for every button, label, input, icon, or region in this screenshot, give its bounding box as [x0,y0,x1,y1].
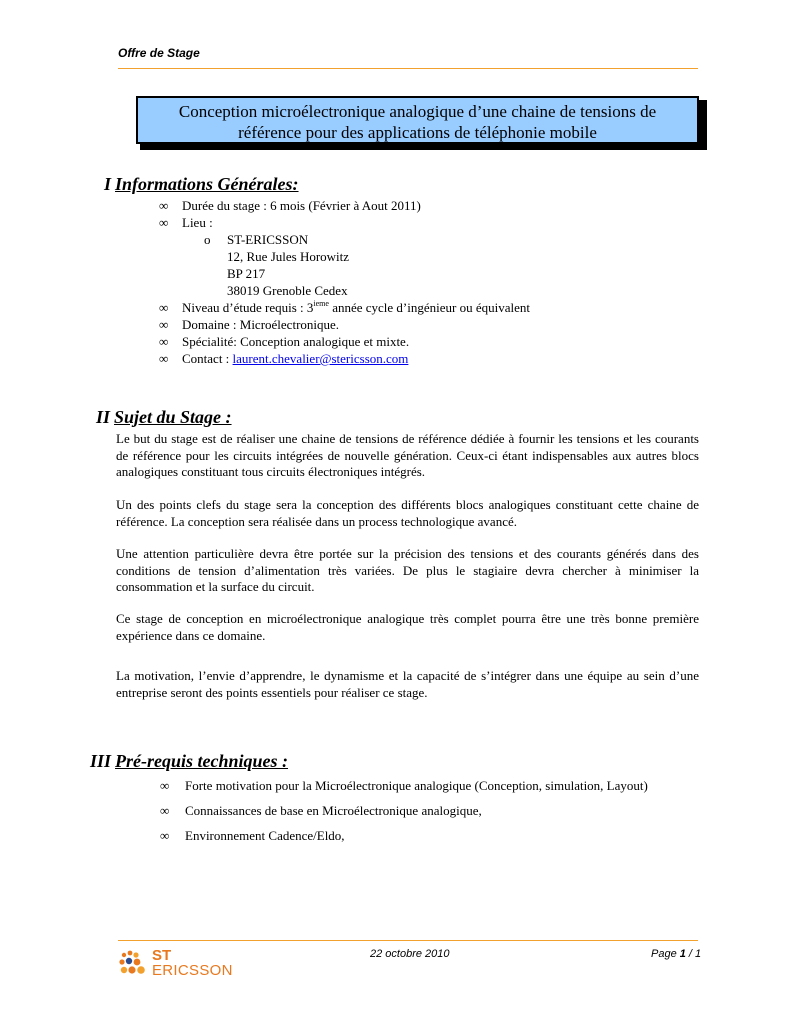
list-item-niveau [159,299,699,316]
niveau-superscript: ieme [313,299,329,308]
niveau-text-pre: Niveau d’étude requis : 3 [182,300,314,315]
bullet-infinity-icon: ∞ [159,351,169,366]
prerequisites-list [160,777,700,844]
section-3-heading [90,750,288,772]
footer-date: 22 octobre 2010 [370,948,450,960]
prereq-text: Connaissances de base en Microélectronique analogique, [185,803,482,818]
duree-text: Durée du stage : 6 mois (Février à Aout 2011) [182,198,421,213]
address-item [204,231,699,299]
page-separator: / [685,948,696,960]
address-line-street: 12, Rue Jules Horowitz [227,249,350,264]
section-2-title: Sujet du Stage : [114,407,232,427]
document-title-line-1: Conception microélectronique analogique d’une chaine de tensions de [178,102,657,121]
list-item-domaine [159,316,699,333]
bullet-infinity-icon: ∞ [159,198,169,213]
logo-st-text: ST [152,947,172,964]
address-line-bp: BP 217 [227,266,266,281]
specialite-text: Spécialité: Conception analogique et mixte. [182,334,410,349]
page-label: Page [651,948,680,960]
list-item-specialite [159,333,699,350]
section-1-title: Informations Générales: [115,174,299,194]
address-line-company: ST-ERICSSON [227,232,309,247]
bullet-infinity-icon: ∞ [159,334,169,349]
bullet-infinity-icon: ∞ [160,778,170,793]
bullet-infinity-icon: ∞ [159,215,169,230]
niveau-text-post: année cycle d’ingénieur ou équivalent [328,300,531,315]
general-info-list [159,197,699,367]
prereq-item [160,777,700,794]
prereq-text: Forte motivation pour la Microélectronique analogique (Conception, simulation, Layout) [185,778,648,793]
header-rule [118,68,698,69]
document-title-box [136,96,699,144]
prereq-item [160,802,700,819]
bullet-infinity-icon: ∞ [160,803,170,818]
footer-rule [118,940,698,941]
prereq-item [160,827,700,844]
header-title: Offre de Stage [118,46,200,60]
list-item-lieu [159,214,699,299]
contact-label: Contact : [182,351,233,366]
subject-paragraph-4: Ce stage de conception en microélectronique analogique très complet pourra être une très bonne première expérience dans ce domaine. [116,611,699,643]
list-item-duree [159,197,699,214]
section-3-number: III [90,751,112,771]
contact-email-link[interactable]: laurent.chevalier@stericsson.com [232,351,409,366]
bullet-infinity-icon: ∞ [159,317,169,332]
section-2-heading [96,406,232,428]
sub-bullet-circle-icon: o [204,232,211,247]
section-1-number: I [104,174,112,194]
section-2-number: II [96,407,111,427]
bullet-infinity-icon: ∞ [159,300,169,315]
bullet-infinity-icon: ∞ [160,828,170,843]
document-title-line-2: référence pour des applications de téléphonie mobile [238,123,597,142]
domaine-text: Domaine : Microélectronique. [182,317,340,332]
subject-paragraph-1: Le but du stage est de réaliser une chaine de tensions de référence dédiée à fournir les tensions et les courants de référence pour les circuits intégrées de nouvelle génération. Ceux-ci étant indispensables aux autres blocs analogiques constituant tous circuits électroniques intégrés. [116,431,699,479]
prereq-text: Environnement Cadence/Eldo, [185,828,345,843]
footer-page-number [651,948,701,960]
list-item-contact [159,350,699,367]
address-sublist [204,231,699,299]
section-3-title: Pré-requis techniques : [115,751,289,771]
st-ericsson-logo-icon [118,949,150,979]
subject-paragraph-3: Une attention particulière devra être portée sur la précision des tensions et des courants générés dans des conditions de tension d’alimentation très variées. De plus le stagiaire devra chercher à minimiser la consommation et la surface du circuit. [116,546,699,594]
lieu-text: Lieu : [182,215,213,230]
subject-paragraph-5: La motivation, l’envie d’apprendre, le dynamisme et la capacité de s’intégrer dans une équipe au sein d’une entreprise seront des points essentiels pour réaliser ce stage. [116,668,699,700]
logo-ericsson-text: ERICSSON [152,962,233,979]
subject-paragraph-2: Un des points clefs du stage sera la conception des différents blocs analogiques constituant cette chaine de référence. La conception sera réalisée dans un process technologique avancé. [116,497,699,529]
address-line-city: 38019 Grenoble Cedex [227,283,348,298]
page-total: 1 [695,948,702,960]
page-current: 1 [679,948,686,960]
section-1-heading [104,173,299,195]
